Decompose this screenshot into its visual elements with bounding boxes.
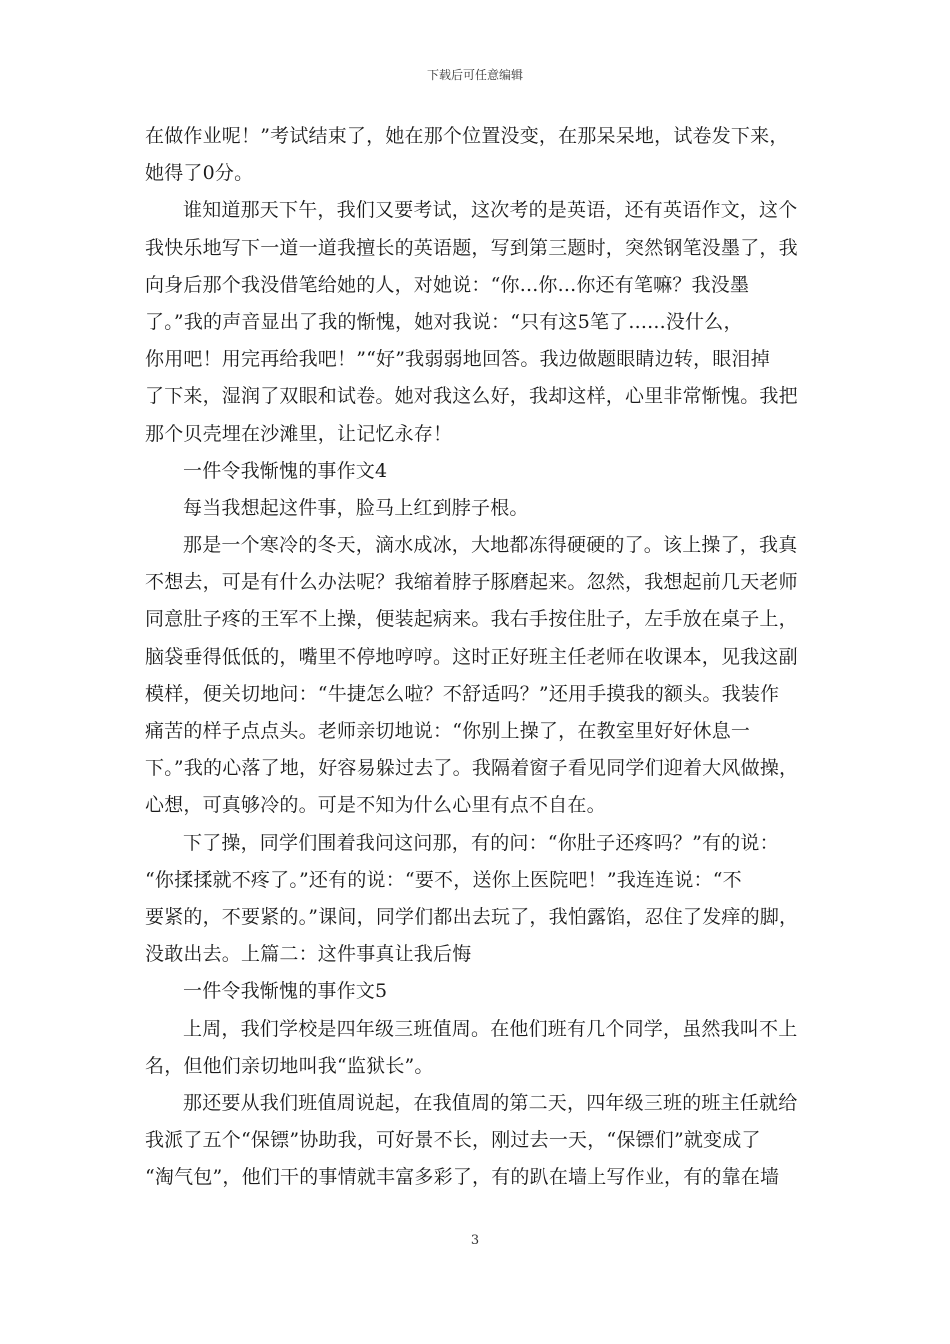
- text-line: 模样，便关切地问：“牛捷怎么啦？不舒适吗？”还用手摸我的额头。我装作: [145, 682, 780, 705]
- text-line: 下了操，同学们围着我问这问那，有的问：“你肚子还疼吗？”有的说：: [183, 831, 779, 854]
- text-line: 一件令我惭愧的事作文5: [183, 980, 388, 1003]
- text-line: “淘气包”，他们干的事情就丰富多彩了，有的趴在墙上写作业，有的靠在墙: [145, 1166, 780, 1189]
- text-line: 上周，我们学校是四年级三班值周。在他们班有几个同学，虽然我叫不上: [183, 1017, 798, 1040]
- text-line: 在做作业呢！”考试结束了，她在那个位置没变，在那呆呆地，试卷发下来，: [145, 125, 789, 147]
- text-line: 那还要从我们班值周说起，在我值周的第二天，四年级三班的班主任就给: [183, 1091, 798, 1114]
- text-line: 脑袋垂得低低的，嘴里不停地哼哼。这时正好班主任老师在收课本，见我这副: [145, 645, 798, 668]
- text-line: 她得了0分。: [145, 162, 254, 185]
- text-line: 下。”我的心落了地，好容易躲过去了。我隔着窗子看见同学们迎着大风做操，: [145, 757, 799, 780]
- document-body: [145, 118, 815, 1196]
- page-header: 下载后可任意编辑: [426, 68, 523, 82]
- text-line: 痛苦的样子点点头。老师亲切地说：“你别上操了，在教室里好好休息一: [145, 720, 751, 742]
- text-line: 要紧的，不要紧的。”课间，同学们都出去玩了，我怕露馅，忍住了发痒的脚，: [145, 905, 799, 928]
- text-line: “你揉揉就不疼了。”还有的说：“要不，送你上医院吧！”我连连说：“不: [145, 868, 742, 891]
- text-line: 名，但他们亲切地叫我“监狱长”。: [145, 1054, 434, 1077]
- text-line: 每当我想起这件事，脸马上红到脖子根。: [183, 496, 529, 519]
- text-line: 我派了五个“保镖”协助我，可好景不长，刚过去一天，“保镖们”就变成了: [145, 1129, 761, 1152]
- text-line: 心想，可真够冷的。可是不知为什么心里有点不自在。: [145, 794, 606, 817]
- text-line: 没敢出去。上篇二：这件事真让我后悔: [145, 943, 472, 966]
- text-line: 我快乐地写下一道一道我擅长的英语题，写到第三题时，突然钢笔没墨了，我: [145, 236, 798, 259]
- text-line: 那是一个寒冷的冬天，滴水成冰，大地都冻得硬硬的了。该上操了，我真: [183, 534, 798, 557]
- text-line: 了下来，湿润了双眼和试卷。她对我这么好，我却这样，心里非常惭愧。我把: [145, 385, 798, 408]
- text-line: 向身后那个我没借笔给她的人，对她说：“你...你...你还有笔嘛？我没墨: [145, 273, 750, 296]
- page-number: 3: [470, 1233, 480, 1248]
- text-line: 同意肚子疼的王军不上操，便装起病来。我右手按住肚子，左手放在桌子上，: [145, 608, 798, 631]
- text-line: 一件令我惭愧的事作文4: [183, 459, 388, 482]
- text-line: 那个贝壳埋在沙滩里，让记忆永存！: [145, 422, 453, 445]
- text-line: 不想去，可是有什么办法呢？我缩着脖子豚磨起来。忽然，我想起前几天老师: [145, 571, 798, 594]
- text-line: 了。”我的声音显出了我的惭愧，她对我说：“只有这5笔了......没什么，: [145, 310, 743, 333]
- text-line: 你用吧！用完再给我吧！”“好”我弱弱地回答。我边做题眼睛边转，眼泪掉: [145, 348, 770, 371]
- text-line: 谁知道那天下午，我们又要考试，这次考的是英语，还有英语作文，这个: [183, 199, 798, 222]
